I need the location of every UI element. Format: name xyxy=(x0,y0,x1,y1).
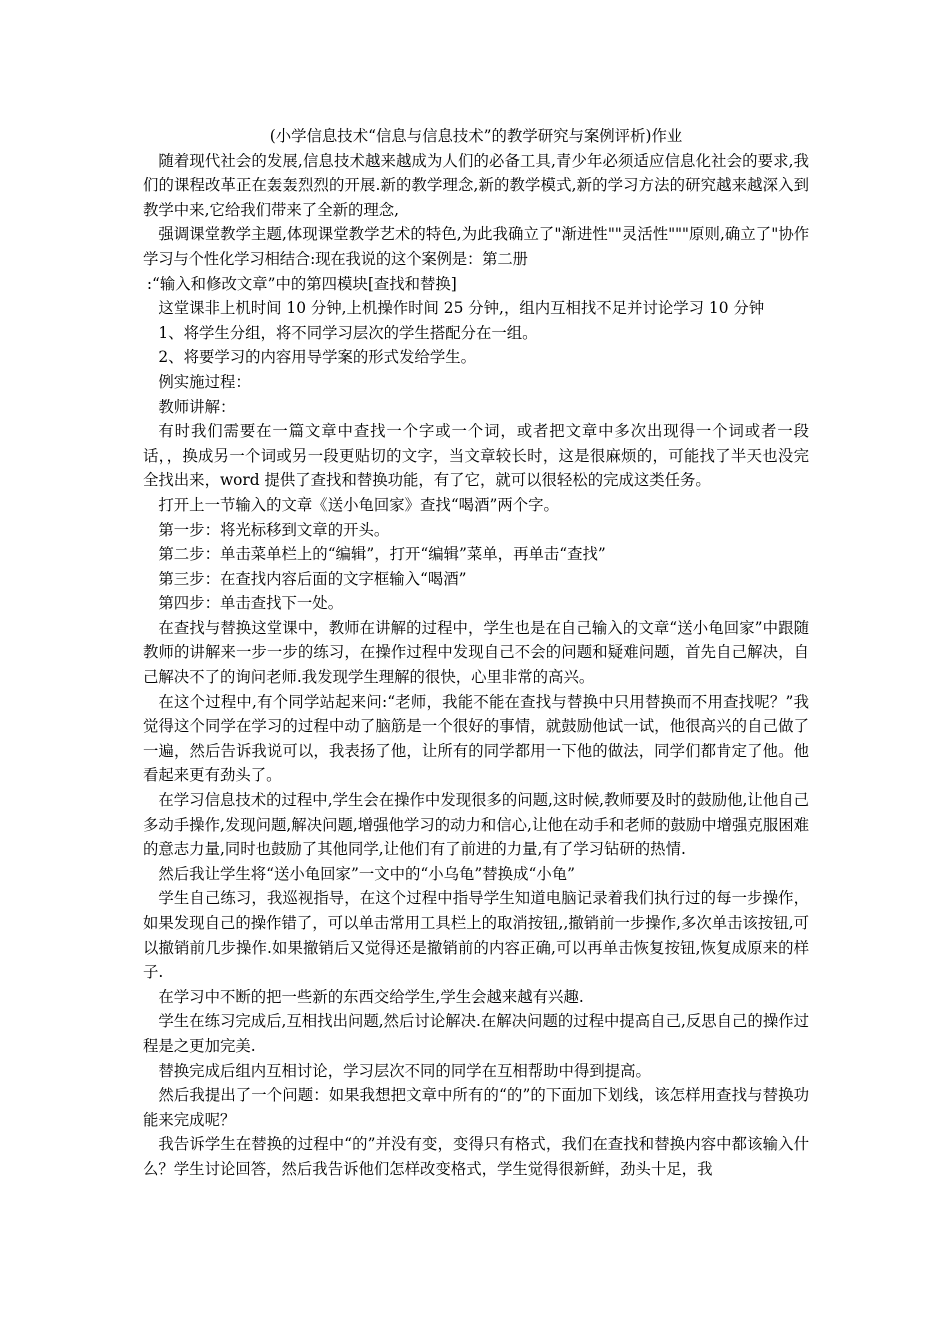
paragraph-underline-question: 然后我提出了一个问题：如果我想把文章中所有的“的”的下面加下划线，该怎样用查找与替换功能来完成呢？ xyxy=(143,1086,809,1129)
paragraph-open-article: 打开上一节输入的文章《送小龟回家》查找“喝酒”两个字。 xyxy=(158,495,559,514)
paragraph-module: :“输入和修改文章”中的第四模块[查找和替换] xyxy=(146,274,457,293)
paragraph-timing: 这堂课非上机时间 10 分钟,上机操作时间 25 分钟,，组内互相找不足并讨论学习 10 分钟 xyxy=(158,299,765,318)
paragraph-teacher-heading: 教师讲解： xyxy=(158,397,236,416)
paragraph-replace-task: 然后我让学生将“送小龟回家”一文中的“小乌龟”替换成“小龟” xyxy=(158,864,575,883)
paragraph-step-three: 第三步：在查找内容后面的文字框输入“喝酒” xyxy=(158,569,467,588)
paragraph-step-handout: 2、将要学习的内容用导学案的形式发给学生。 xyxy=(158,348,476,367)
paragraph-format-explanation: 我告诉学生在替换的过程中“的”并没有变，变得只有格式，我们在查找和替换内容中都该输入什么？学生讨论回答，然后我告诉他们怎样改变格式，学生觉得很新鲜，劲头十足，我 xyxy=(143,1135,809,1178)
paragraph-peer-review: 学生在练习完成后,互相找出问题,然后讨论解决.在解决问题的过程中提高自己,反思自己的操作过程是之更加完美. xyxy=(143,1012,809,1055)
paragraph-interest: 在学习中不断的把一些新的东西交给学生,学生会越来越有兴趣. xyxy=(158,987,584,1006)
document-title: (小学信息技术“信息与信息技术”的教学研究与案例评析)作业 xyxy=(269,127,683,145)
paragraph-step-grouping: 1、将学生分组，将不同学习层次的学生搭配分在一组。 xyxy=(158,323,538,342)
paragraph-principles: 强调课堂教学主题,体现课堂教学艺术的特色,为此我确立了"渐进性""灵活性"""原则,确立了"协作学习与个性化学习相结合:现在我说的这个案例是：第二册 xyxy=(143,225,809,268)
paragraph-process-heading: 例实施过程： xyxy=(158,372,251,391)
document-page xyxy=(143,124,809,1182)
paragraph-student-question: 在这个过程中,有个同学站起来问:“老师，我能不能在查找与替换中只用替换而不用查找呢？”我觉得这个同学在学习的过程中动了脑筋是一个很好的事情，就鼓励他试一试，他很高兴的自己做了一遍，然后告诉我说可以，我表扬了他，让所有的同学都用一下他的做法，同学们都肯定了他。他看起来更有劲头了。 xyxy=(143,692,809,785)
paragraph-undo-redo: 学生自己练习，我巡视指导，在这个过程中指导学生知道电脑记录着我们执行过的每一步操作，如果发现自己的操作错了，可以单击常用工具栏上的取消按钮,,撤销前一步操作,多次单击该按钮,可以撤销前几步操作.如果撤销后又觉得还是撤销前的内容正确,可以再单击恢复按钮,恢复成原来的样子. xyxy=(143,889,809,982)
paragraph-step-four: 第四步：单击查找下一处。 xyxy=(158,594,344,613)
paragraph-step-one: 第一步：将光标移到文章的开头。 xyxy=(158,520,390,539)
paragraph-encouragement: 在学习信息技术的过程中,学生会在操作中发现很多的问题,这时候,教师要及时的鼓励他,让他自己多动手操作,发现问题,解决问题,增强他学习的动力和信心,让他在动手和老师的鼓励中增强克服困难的意志力量,同时也鼓励了其他同学,让他们有了前进的力量,有了学习钻研的热情. xyxy=(143,791,809,859)
paragraph-group-discussion: 替换完成后组内互相讨论，学习层次不同的同学在互相帮助中得到提高。 xyxy=(158,1061,651,1080)
paragraph-lesson-observation: 在查找与替换这堂课中，教师在讲解的过程中，学生也是在自己输入的文章“送小龟回家”中跟随教师的讲解来一步一步的练习，在操作过程中发现自己不会的问题和疑难问题，首先自己解决，自己解决不了的询问老师.我发现学生理解的很快，心里非常的高兴。 xyxy=(143,618,809,687)
paragraph-find-replace-intro: 有时我们需要在一篇文章中查找一个字或一个词，或者把文章中多次出现得一个词或者一段话，，换成另一个词或另一段更贴切的文字，当文章较长时，这是很麻烦的，可能找了半天也没完全找出来，word 提供了查找和替换功能，有了它，就可以很轻松的完成这类任务。 xyxy=(143,422,809,490)
paragraph-intro: 随着现代社会的发展,信息技术越来越成为人们的必备工具,青少年必须适应信息化社会的要求,我们的课程改革正在轰轰烈烈的开展.新的教学理念,新的教学模式,新的学习方法的研究越来越深入到教学中来,它给我们带来了全新的理念, xyxy=(143,151,809,219)
paragraph-step-two: 第二步：单击菜单栏上的“编辑”，打开“编辑”菜单，再单击“查找” xyxy=(158,545,606,564)
